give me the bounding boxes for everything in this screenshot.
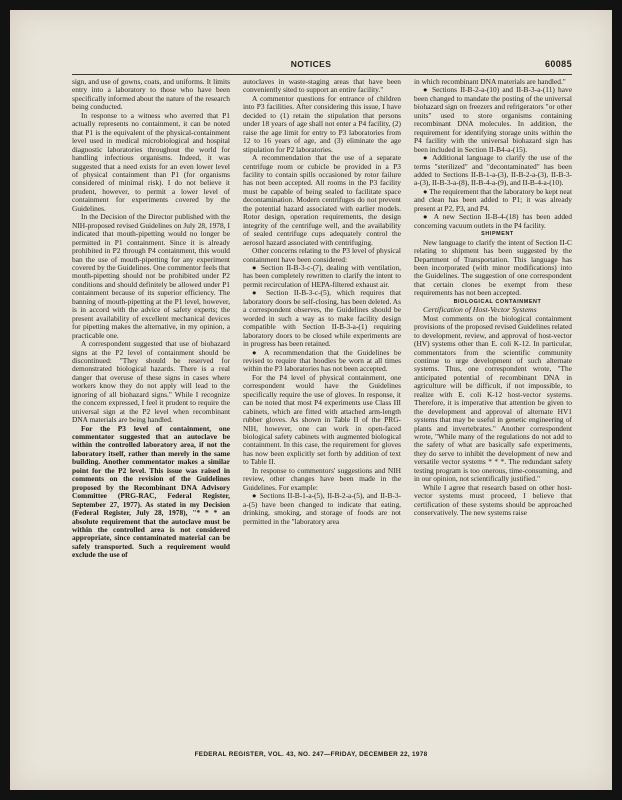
paragraph: While I agree that research based on other host-vector systems must proceed, I believe that certification of these systems should be approached conservatively. The new systems raise (414, 482, 572, 518)
paragraph: A correspondent suggested that use of biohazard signs at the P2 level of containment should be discontinued: "They should be reserved for demonstrated biological hazards. There is a real danger that overuse of these signs in cases where workers know they do not apply will lead to the ignoring of all biohazard signs." While I recognize the concern expressed, I feel it prudent to require the universal sign at the P2 level when recombinant DNA materials are being handled. (72, 339, 230, 425)
bullet-icon: ● (423, 186, 430, 196)
paragraph: A recommendation that the use of a separate centrifuge room or cubicle be provided in a P3 facility to contain spills occasioned by rotor failure has not been accepted. All rooms in the P3 facility must be capable of being sealed to facilitate space decontamination. Modern centrifuges do not prevent the potential hazard associated with earlier models. Rotor design, operation requirements, the design integrity of the centrifuge well, and the availability of sealed centrifuge cups adequately control the aerosol hazard associated with centrifuging. (243, 153, 401, 247)
paragraph: Most comments on the biological containment provisions of the proposed revised Guidelines related to development, review, and approval of host-vector (HV) systems other than E. coli K-12. In particular, commentators from the scientific community continue to urge development of such alternate systems. Thus, one correspondent wrote, "The anticipated potential of recombinant DNA in agriculture will be difficult, if not impossible, to realize with E. coli K-12 host-vector systems. Therefore, it is imperative that attention be given to the development and approval of alternate HV1 systems that may be useful in genetic engineering of plants and invertebrates." Another correspondent wrote, "While many of the regulations do not add to the safety of what are basically safe experiments, they do serve to inhibit the development of new and versatile vector systems * * *. The redundant safety testing program is too onerous, time-consuming, and in our opinion, not scientifically justified." (414, 313, 572, 484)
section-heading-biological-containment: BIOLOGICAL CONTAINMENT (453, 298, 542, 305)
paragraph: In response to commentors' suggestions and NIH review, other changes have been made in the Guidelines. For example: (243, 465, 401, 492)
page-footer: FEDERAL REGISTER, VOL. 43, NO. 247—FRIDAY, DECEMBER 22, 1978 (194, 751, 428, 758)
bullet-text: Additional language to clarify the use of the terms "sterilized" and "decontaminated" has been added to Sections II-B-1-a-(3), II-B-2-a-(3), II-B-3-a-(3), II-B-3-a-(8), II-B-4-a-(9), and II-B-4-a-(10). (414, 153, 572, 188)
paragraph: Other concerns relating to the P3 level of physical containment have been considered: (243, 246, 401, 264)
header-title: NOTICES (290, 59, 332, 69)
bullet-paragraph (414, 154, 572, 188)
bullet-icon: ● (252, 347, 264, 357)
column-middle (243, 78, 401, 746)
bullet-text: A new Section II-B-4-(18) has been added concerning vacuum outlets in the P4 facility. (414, 212, 572, 230)
bullet-icon: ● (252, 262, 261, 272)
text-columns (72, 78, 572, 746)
bullet-icon: ● (252, 491, 260, 501)
paragraph: A commentor questions for entrance of children into P3 facilities. After considering this issue, I have decided to (1) retain the stipulation that persons under 18 years of age shall not enter a P4 facility, (2) raise the age limit for entry to P3 laboratories from 12 to 16 years of age, and (3) eliminate the age stipulation for P2 laboratories. (243, 93, 401, 154)
header-page-number: 60085 (544, 59, 572, 69)
bullet-text: A recommendation that the Guidelines be revised to require that hoodies be worn at all times within the P3 laboratories has not been accepted. (243, 347, 401, 374)
paragraph: In response to a witness who averred that P1 actually represents no containment, it can be noted that P1 is the equivalent of the physical-containment level used in medical microbiological and hospital diagnostic laboratories throughout the world for handling infectious organisms. Indeed, it was suggested that a need exists for an even lower level of physical containment than P1 (for organisms considered of minimal risk). I do not believe it prudent, however, to permit a lower level of containment for experiments covered by the Guidelines. (72, 110, 230, 213)
paragraph: sign, and use of gowns, coats, and uniforms. It limits entry into a laboratory to those who have been specifically informed about the nature of the research being conducted. (72, 78, 230, 112)
bullet-icon: ● (252, 288, 266, 298)
running-header (10, 56, 612, 72)
bullet-text: Sections II-B-2-a-(10) and II-B-3-a-(11) have been changed to mandate the posting of the universal biohazard sign on freezers and refrigerators "or other units" used to store organisms containing recombinant DNA molecules. In addition, the requirement for identifying storage units within the P4 facility with the universal biohazard sign has been included in Section II-B4-a-(15). (414, 85, 572, 154)
paragraph: For the P3 level of containment, one commentator suggested that an autoclave be within the controlled laboratory area, if not the laboratory itself, rather than merely in the same building. Another commentator makes a similar point for the P2 level. This issue was raised in comments on the revision of the Guidelines proposed by the Recombinant DNA Advisory Committee (PRG-RAC, Federal Register, September 27, 1977). As stated in my Decision (Federal Register, July 28, 1978), "* * * an absolute requirement that the autoclave must be within the controlled area is not considered appropriate, since contaminated material can be safely transported. Such a requirement would exclude the use of (72, 423, 230, 560)
paragraph: autoclaves in waste-staging areas that have been conveniently sited to support an entire facility." (243, 78, 401, 95)
bullet-text: Section II-B-3-c-(5), which requires that laboratory doors be self-closing, has been deleted. As a correspondent observes, the Guidelines should be worded in such a way as to make facility design compatible with Section II-B-3-a-(1) requiring laboratory doors to be closed while experiments are in progress has been retained. (243, 288, 401, 349)
bullet-text: The requirement that the laboratory be kept neat and clean has been added to P1; it was already present at P2, P3, and P4. (414, 186, 572, 213)
bullet-paragraph (414, 213, 572, 230)
paragraph: in which recombinant DNA materials are handled." (414, 78, 566, 86)
header-rule (72, 74, 572, 75)
bullet-paragraph (243, 349, 401, 374)
bullet-paragraph (414, 86, 572, 154)
bullet-paragraph (243, 492, 401, 526)
paragraph: New language to clarify the intent of Section II-C relating to shipment has been suggested by the Department of Transportation. This language has been incorporated (with minor modifications) into the Guidelines. The suggestion of one correspondent that certain clones be exempt from these requirements has not been accepted. (414, 237, 572, 298)
bullet-icon: ● (423, 212, 434, 222)
paragraph: In the Decision of the Director published with the NIH-proposed revised Guidelines on July 28, 1978, I indicated that mouth-pipetting would no longer be permitted in P1 containment. Since it is already prohibited in P2 through P4 containment, this would ban the use of mouth-pipetting for any experiment covered by the Guidelines. One commentor feels that mouth-pipetting should not be prohibited under P2 conditions and should definitely be allowed under P1 containment because of its superior efficiency. The banning of mouth-pipetting at the P1 level, however, is in accord with the advice of safety experts; the present availability of excellent mechanical devices for pipetting makes the alternative, in my opinion, a practicable one. (72, 212, 230, 340)
section-heading-shipment: SHIPMENT (481, 231, 514, 238)
column-right (414, 78, 572, 746)
bullet-text: Sections II-B-1-a-(5), II-B-2-a-(5), and II-B-3-a-(5) have been changed to indicate that eating, drinking, smoking, and storage of foods are not permitted in the "laboratory area (243, 491, 401, 526)
bullet-paragraph (243, 289, 401, 348)
bullet-icon: ● (423, 153, 433, 163)
paragraph: For the P4 level of physical containment, one correspondent would have the Guidelines specifically require the use of gloves. In response, it can be noted that most P4 experiments use Class III cabinets, which are fitted with attached arm-length rubber gloves. As shown in Table II of the PRG-NIH, however, one can work in open-faced biological safety cabinets with augmented biological containment. In this case, the requirement for gloves has now been explicitly set forth by addition of text to Table II. (243, 372, 401, 467)
bullet-paragraph (414, 188, 572, 213)
bullet-paragraph (243, 264, 401, 289)
bullet-icon: ● (423, 85, 432, 95)
column-left (72, 78, 230, 746)
bullet-text: Section II-B-3-c-(7), dealing with ventilation, has been completely rewritten to clarify the intent to permit recirculation of HEPA-filtered exhaust air. (243, 262, 401, 289)
subsection-heading: Certification of Host-Vector Systems (423, 305, 537, 315)
document-page (10, 10, 612, 790)
